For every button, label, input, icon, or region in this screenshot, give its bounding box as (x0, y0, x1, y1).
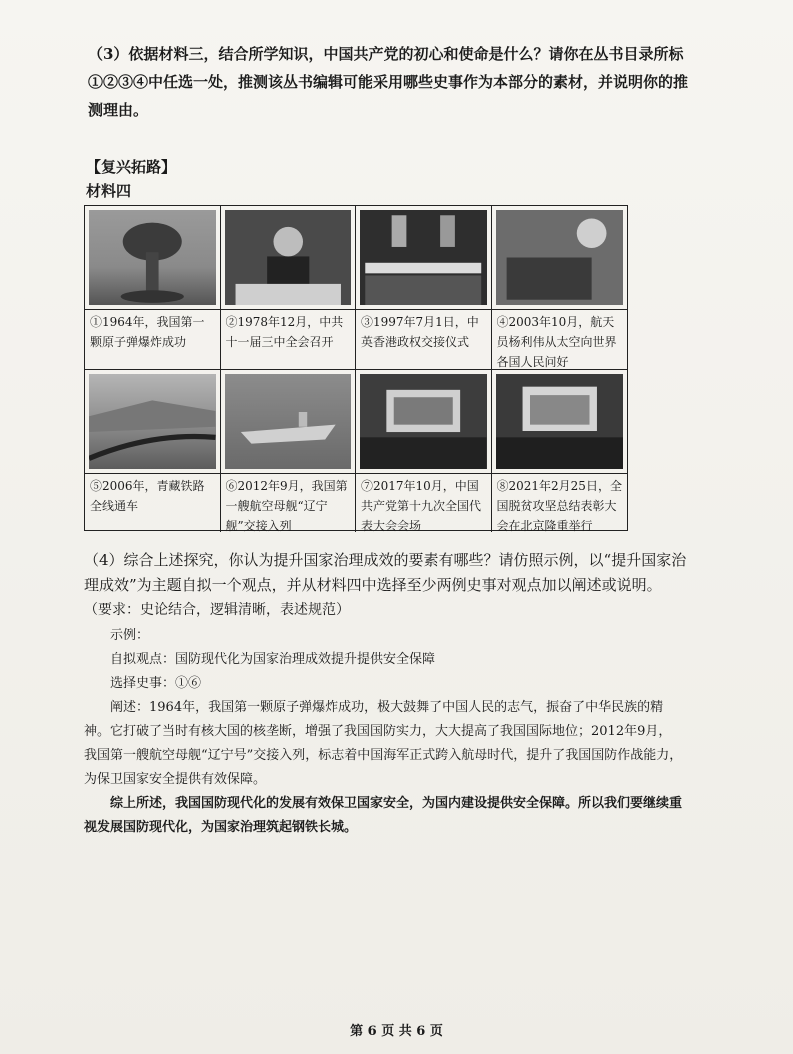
plenum-speaker-photo (225, 210, 352, 305)
handover-ceremony-photo (360, 210, 487, 305)
example-elaboration: 阐述：1964年，我国第一颗原子弹爆炸成功，极大鼓舞了中国人民的志气，振奋了中华民族的精神。它打破了当时有核大国的核垄断，增强了我国国防实力，大大提高了我国国际地位；2012年9月，我国第一艘航空母舰“辽宁号”交接入列，标志着中国海军正式跨入航母时代，提升了我国国防作战能力，为保卫国家安全提供有效保障。 (84, 700, 683, 787)
example-conclusion: 综上所述，我国国防现代化的发展有效保卫国家安全，为国内建设提供安全保障。所以我们要继续重视发展国防现代化，为国家治理筑起钢铁长城。 (84, 796, 683, 835)
example-viewpoint: 自拟观点：国防现代化为国家治理成效提升提供安全保障 (110, 652, 436, 667)
example-answer (84, 624, 684, 840)
question-3: （3）依据材料三，结合所学知识，中国共产党的初心和使命是什么？请你在丛书目录所标①②③④中任选一处，推测该丛书编辑可能采用哪些史事作为本部分的素材，并说明你的推测理由。 (88, 45, 689, 119)
aircraft-carrier-photo (225, 374, 352, 469)
photo-cell (221, 206, 357, 310)
photo-cell (492, 370, 628, 474)
example-label: 示例： (110, 628, 150, 643)
photo-cell (85, 370, 221, 474)
material-four-table (84, 205, 628, 531)
caption-8: ⑧2021年2月25日，全国脱贫攻坚总结表彰大会在北京隆重举行 (496, 479, 622, 533)
atomic-bomb-photo (89, 210, 216, 305)
material-label: 材料四 (86, 182, 132, 200)
astronaut-photo (496, 210, 624, 305)
caption-4: ④2003年10月，航天员杨利伟从太空向世界各国人民问好 (492, 310, 628, 370)
question-4-requirement: （要求：史论结合，逻辑清晰，表述规范） (84, 602, 350, 618)
photo-cell (492, 206, 628, 310)
caption-7: ⑦2017年10月，中国共产党第十九次全国代表大会会场 (356, 474, 492, 532)
question-4-text: （4）综合上述探究，你认为提升国家治理成效的要素有哪些？请仿照示例，以“提升国家治理成效”为主题自拟一个观点，并从材料四中选择至少两例史事对观点加以阐述或说明。 (84, 551, 687, 594)
caption-3: ③1997年7月1日，中英香港政权交接仪式 (356, 310, 492, 370)
photo-cell (356, 206, 492, 310)
question-4 (84, 548, 694, 623)
caption-6: ⑥2012年9月，我国第一艘航空母舰“辽宁舰”交接入列 (221, 474, 357, 532)
poverty-alleviation-ceremony-photo (496, 374, 624, 469)
example-selection: 选择史事：①⑥ (110, 676, 202, 691)
caption-1: ①1964年，我国第一颗原子弹爆炸成功 (85, 310, 221, 370)
congress-hall-photo (360, 374, 487, 469)
photo-cell (85, 206, 221, 310)
caption-2: ②1978年12月，中共十一届三中全会召开 (221, 310, 357, 370)
photo-cell (356, 370, 492, 474)
photo-cell (221, 370, 357, 474)
caption-5: ⑤2006年，青藏铁路全线通车 (85, 474, 221, 532)
railway-photo (89, 374, 216, 469)
page-footer: 第 6 页 共 6 页 (350, 1024, 443, 1039)
section-title: 【复兴拓路】 (86, 158, 177, 176)
